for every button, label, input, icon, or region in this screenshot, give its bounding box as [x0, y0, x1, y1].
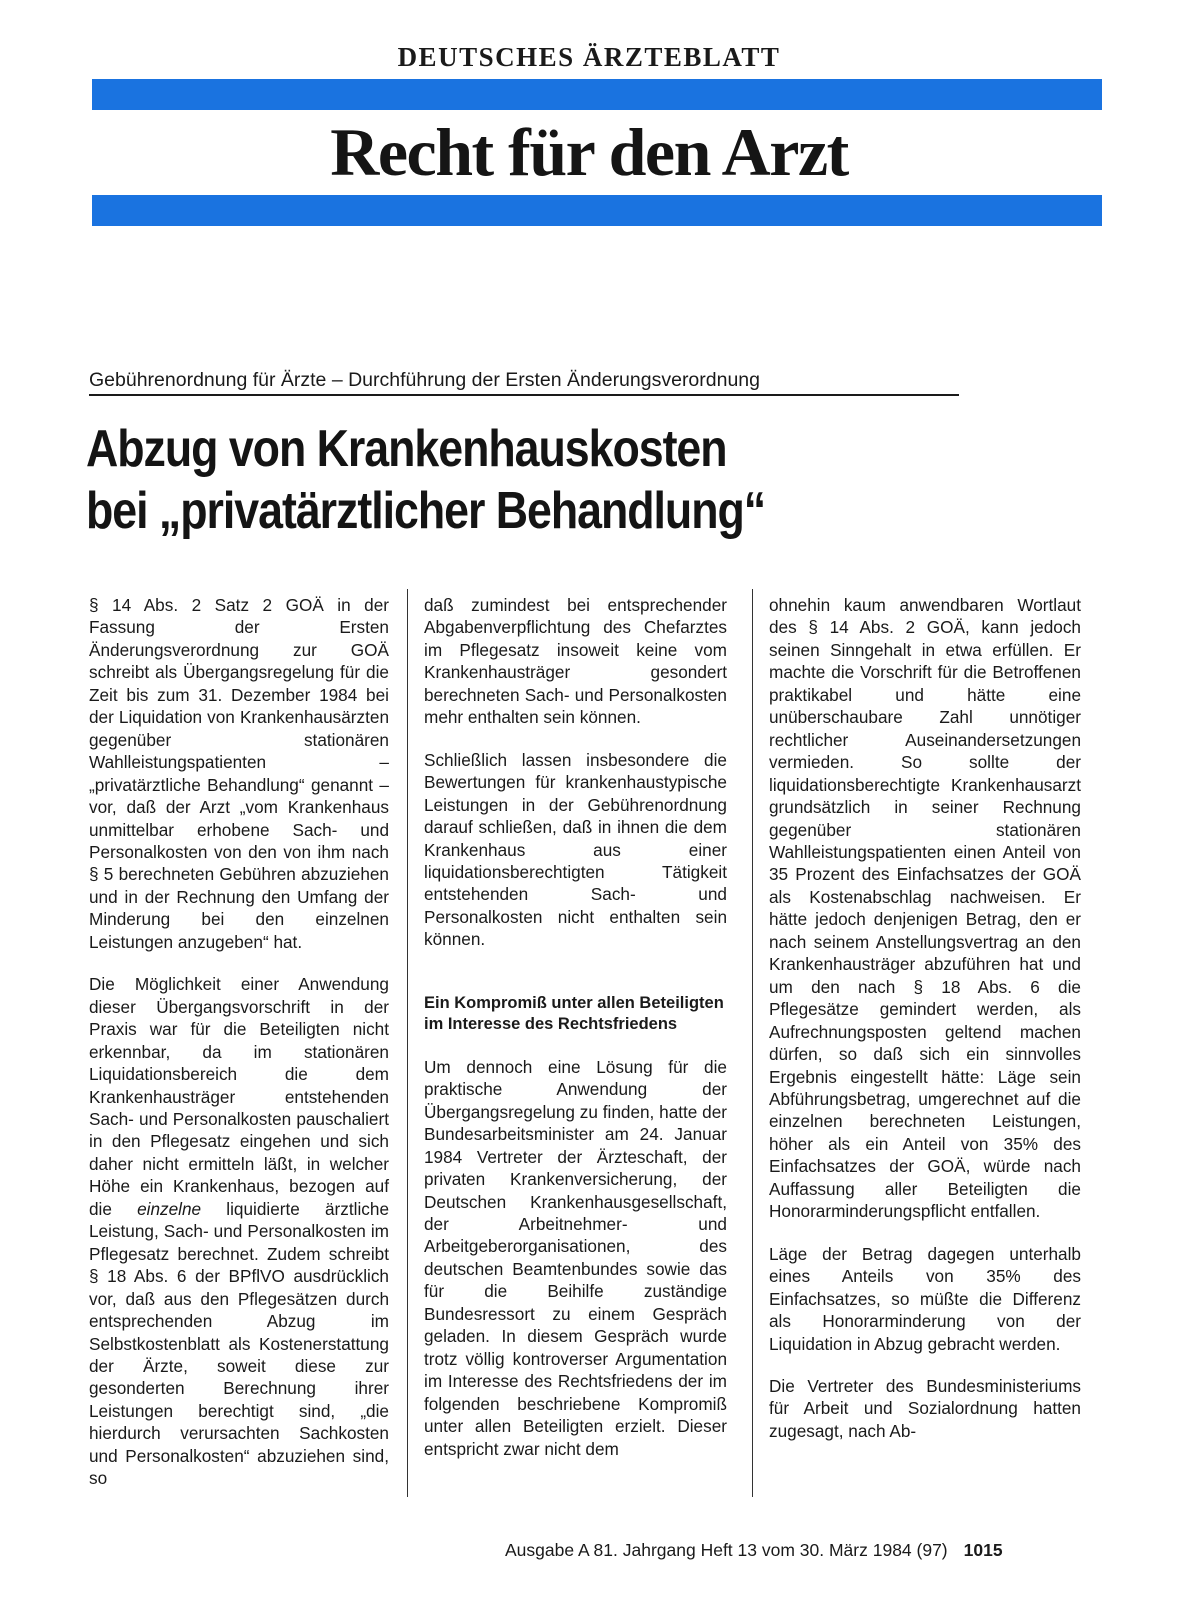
paragraph: ohnehin kaum anwendbaren Wortlaut des § 14 Abs. 2 GOÄ, kann jedoch seinen Sinngehalt in etwa erfüllen. Er machte die Vorschrift für die Betroffenen praktikabel und hätte eine unüberschaubare Zahl unnötiger rechtlicher Auseinandersetzungen vermieden. So sollte der liquidationsberechtigte Krankenhausarzt grundsätzlich in seiner Rechnung gegenüber stationären Wahlleistungspatienten einen Anteil von 35 Prozent des Einfachsatzes der GOÄ als Kostenabschlag nachweisen. Er hätte jedoch denjenigen Betrag, den er nach seinem Anstellungsvertrag an den Krankenhausträger abzuführen hat und um den nach § 18 Abs. 6 die Pflegesätze gemindert werden, als Aufrechnungsposten geltend machen dürfen, so daß sich ein sinnvolles Ergebnis eingestellt hätte: Läge sein Abführungsbetrag, umgerechnet auf die einzelnen berechneten Leistungen, höher als ein Anteil von 35% des Einfachsatzes der GOÄ, würde nach Auffassung aller Beteiligten die Honorarminderungspflicht entfallen. — [769, 595, 1081, 1222]
text-column-1 — [89, 594, 389, 1510]
paragraph-text: Die Möglichkeit einer Anwendung dieser Übergangsvorschrift in der Praxis war für die Beteiligten nicht erkennbar, da im stationären Liquidationsbereich die dem Krankenhausträger entstehenden Sach- und Personalkosten pauschaliert in den Pflegesatz eingehen und sich daher nicht ermitteln läßt, in welcher Höhe ein Krankenhaus, bezogen auf die — [89, 974, 389, 1219]
paragraph: daß zumindest bei entsprechender Abgabenverpflichtung des Chefarztes im Pflegesatz insoweit keine vom Krankenhausträger gesondert berechneten Sach- und Personalkosten mehr enthalten sein können. — [424, 595, 727, 728]
issue-info: Ausgabe A 81. Jahrgang Heft 13 vom 30. März 1984 (97) — [505, 1540, 948, 1560]
text-column-2 — [424, 594, 727, 1480]
blue-band-top — [92, 79, 1102, 110]
page-footer — [505, 1540, 1003, 1561]
headline-line-1: Abzug von Krankenhauskosten — [86, 420, 727, 478]
paragraph: Schließlich lassen insbesondere die Bewertungen für krankenhaustypische Leistungen in der Gebührenordnung darauf schließen, daß in ihnen die dem Krankenhaus aus einer liquidationsberechtigten Tätigkeit entstehenden Sach- und Personalkosten nicht enthalten sein können. — [424, 749, 727, 950]
page-number: 1015 — [963, 1540, 1003, 1560]
kicker-underline — [89, 394, 959, 396]
paragraph — [89, 973, 389, 1489]
paragraph-text: liquidierte ärztliche Leistung, Sach- und Personalkosten im Pflegesatz berechnet. Zudem schreibt § 18 Abs. 6 der BPflVO ausdrücklich vor, daß aus den Pflegesätzen durch entsprechenden Abzug im Selbstkostenblatt als Kostenerstattung der Ärzte, soweit diese zur gesonderten Berechnung ihrer Leistungen berechtigt sind, „die hierdurch verursachten Sachkosten und Personalkosten“ abzuziehen sind, so — [89, 1198, 389, 1489]
emphasis-text: einzelne — [137, 1198, 202, 1219]
text-column-3 — [769, 594, 1081, 1462]
paragraph: Um dennoch eine Lösung für die praktische Anwendung der Übergangsregelung zu finden, hatte der Bundesarbeitsminister am 24. Januar 1984 Vertreter der Ärzteschaft, der privaten Krankenversicherung, der Deutschen Krankenhausgesellschaft, der Arbeitnehmer- und Arbeitgeberorganisationen, des deutschen Beamtenbundes sowie das für die Beihilfe zuständige Bundesressort zu einem Gespräch geladen. In diesem Gespräch wurde trotz völlig kontroverser Argumentation im Interesse des Rechtsfriedens der im folgenden beschriebene Kompromiß unter allen Beteiligten erzielt. Dieser entspricht zwar nicht dem — [424, 1056, 727, 1459]
article-kicker: Gebührenordnung für Ärzte – Durchführung der Ersten Änderungsverordnung — [89, 369, 760, 391]
section-title: Recht für den Arzt — [330, 114, 848, 190]
subheading: Ein Kompromiß unter allen Beteiligten im Interesse des Rechtsfriedens — [424, 993, 724, 1034]
paragraph: Die Vertreter des Bundesministeriums für Arbeit und Sozialordnung hatten zugesagt, nach Ab- — [769, 1375, 1081, 1441]
column-divider-1 — [407, 589, 408, 1497]
paragraph: Läge der Betrag dagegen unterhalb eines Anteils von 35% des Einfachsatzes, so müßte die Differenz als Honorarminderung von der Liquidation in Abzug gebracht werden. — [769, 1243, 1081, 1354]
column-divider-2 — [752, 589, 753, 1497]
paragraph: § 14 Abs. 2 Satz 2 GOÄ in der Fassung der Ersten Änderungsverordnung zur GOÄ schreibt als Übergangsregelung für die Zeit bis zum 31. Dezember 1984 bei der Liquidation von Krankenhausärzten gegenüber stationären Wahlleistungspatienten – „privatärztliche Behandlung“ genannt – vor, daß der Arzt „vom Krankenhaus unmittelbar erhobene Sach- und Personalkosten von den von ihm nach § 5 berechneten Gebühren abzuziehen und in der Rechnung den Umfang der Minderung bei den einzelnen Leistungen anzugeben“ hat. — [89, 595, 389, 952]
blue-band-bottom — [92, 195, 1102, 226]
headline-line-2: bei „privatärztlicher Behandlung“ — [86, 482, 766, 540]
article-headline — [86, 418, 946, 542]
masthead: DEUTSCHES ÄRZTEBLATT — [397, 42, 781, 72]
